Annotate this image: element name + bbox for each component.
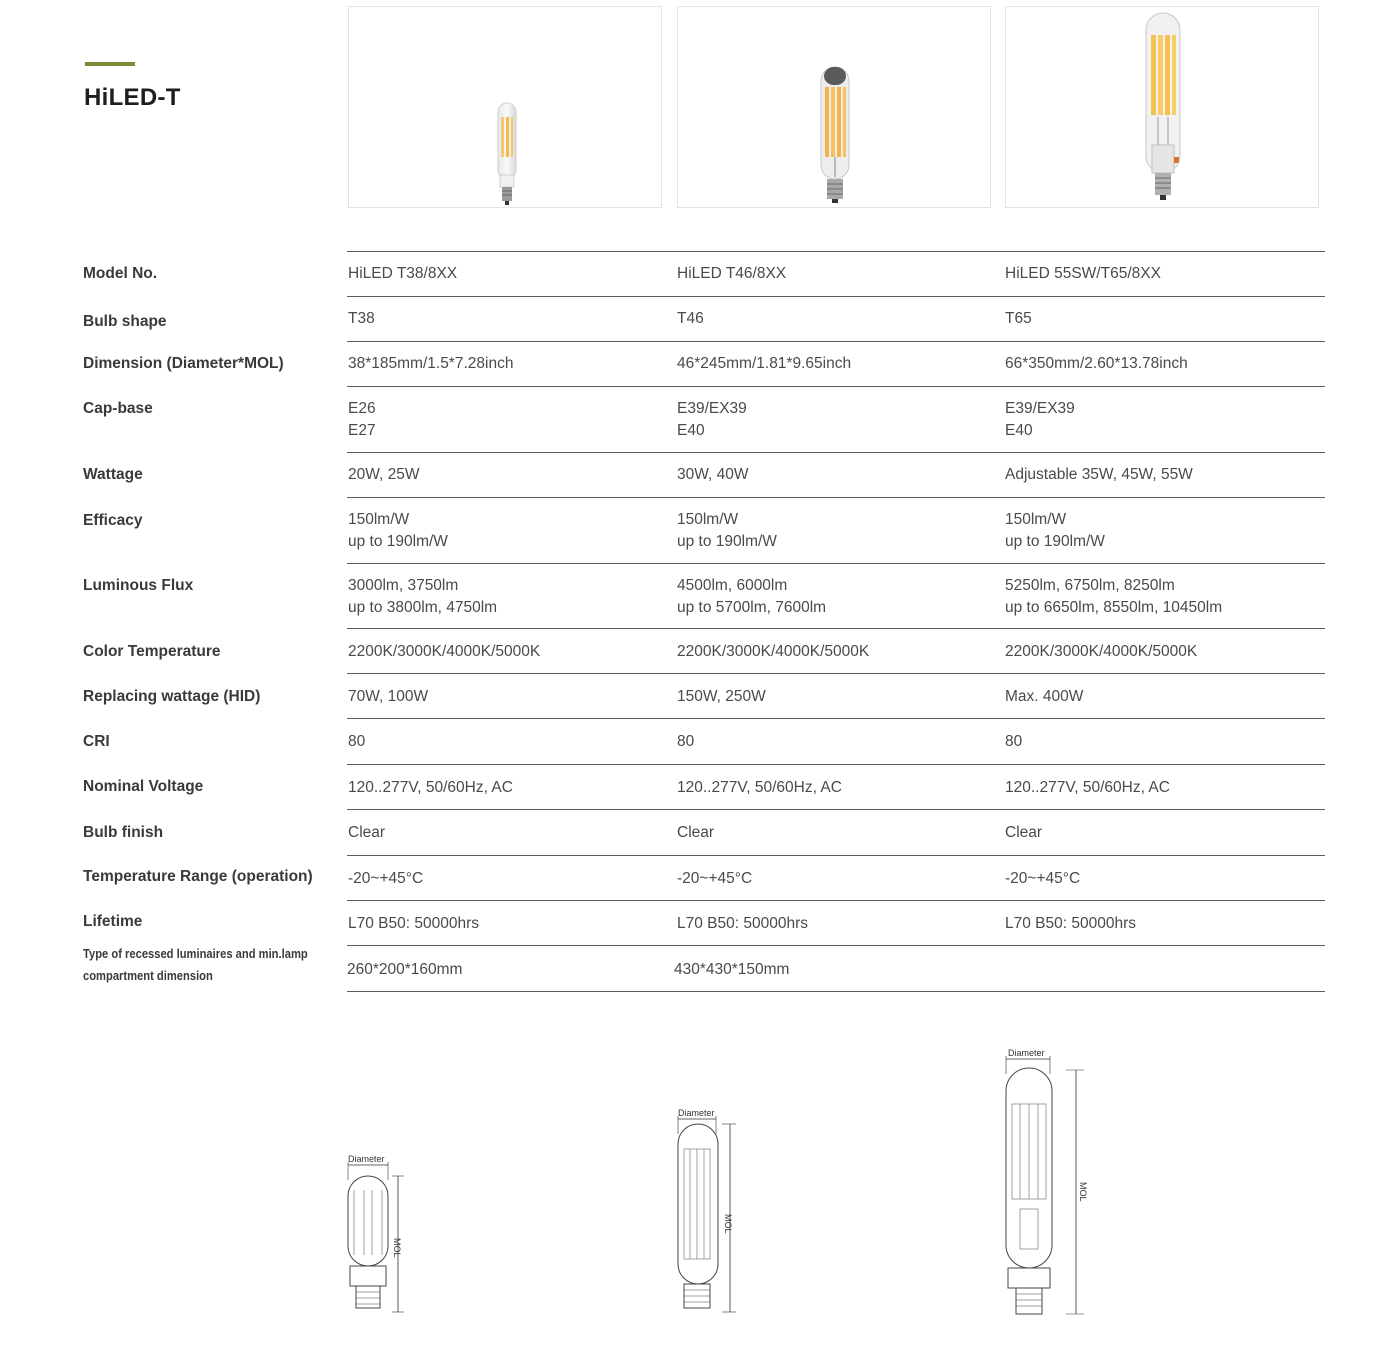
cell-shape-t38: T38 — [348, 310, 375, 327]
diameter-label: Diameter — [1008, 1048, 1045, 1058]
row-label-lifetime: Lifetime — [83, 913, 143, 930]
product-photo-t38 — [348, 6, 662, 208]
row-label-dimension: Dimension (Diameter*MOL) — [83, 355, 284, 372]
cell-replacing-t38: 70W, 100W — [348, 688, 429, 705]
t38-bulb-photo-icon — [349, 7, 663, 209]
row-label-bulb-finish: Bulb finish — [83, 824, 164, 841]
cell-efficacy-t38: 150lm/W up to 190lm/W — [348, 511, 448, 550]
table-divider — [347, 497, 1325, 498]
table-divider — [347, 718, 1325, 719]
cell-replacing-t46: 150W, 250W — [677, 688, 766, 705]
diameter-label: Diameter — [348, 1154, 385, 1164]
table-divider — [347, 563, 1325, 564]
cell-temp-range-t38: -20~+45°C — [348, 870, 424, 887]
row-label-recessed-luminaires: Type of recessed luminaires and min.lamp compartment dimension — [83, 946, 308, 983]
row-label-color-temperature: Color Temperature — [83, 643, 221, 660]
cell-replacing-t65: Max. 400W — [1005, 688, 1084, 705]
dimension-drawing-t65 — [998, 1044, 1098, 1324]
cell-temp-range-t65: -20~+45°C — [1005, 870, 1081, 887]
table-divider — [347, 628, 1325, 629]
cell-efficacy-t46: 150lm/W up to 190lm/W — [677, 511, 777, 550]
row-label-nominal-voltage: Nominal Voltage — [83, 778, 204, 795]
t65-bulb-photo-icon — [1006, 7, 1320, 209]
row-label-wattage: Wattage — [83, 466, 143, 483]
table-divider — [347, 991, 1325, 992]
t65-dimension-drawing-icon — [998, 1044, 1098, 1324]
row-label-cap-base: Cap-base — [83, 400, 153, 417]
table-divider — [347, 900, 1325, 901]
t38-dimension-drawing-icon — [340, 1150, 420, 1320]
cell-cri-t46: 80 — [677, 733, 695, 750]
cell-shape-t46: T46 — [677, 310, 704, 327]
cell-capbase-t65: E39/EX39 E40 — [1005, 400, 1075, 439]
product-photo-t46 — [677, 6, 991, 208]
table-divider — [347, 341, 1325, 342]
cell-finish-t65: Clear — [1005, 824, 1043, 841]
mol-label: MOL — [1078, 1182, 1088, 1202]
table-divider — [347, 296, 1325, 297]
cell-cct-t46: 2200K/3000K/4000K/5000K — [677, 643, 870, 660]
cell-capbase-t38: E26 E27 — [348, 400, 376, 439]
mol-label: MOL — [392, 1238, 402, 1258]
cell-model-t65: HiLED 55SW/T65/8XX — [1005, 265, 1161, 282]
cell-finish-t46: Clear — [677, 824, 715, 841]
accent-bar — [85, 62, 135, 66]
table-divider — [347, 855, 1325, 856]
cell-recessed-t38: 260*200*160mm — [347, 961, 463, 978]
cell-model-t38: HiLED T38/8XX — [348, 265, 458, 282]
row-label-luminous-flux: Luminous Flux — [83, 577, 194, 594]
mol-label: MOL — [723, 1214, 733, 1234]
cell-voltage-t38: 120..277V, 50/60Hz, AC — [348, 779, 513, 796]
cell-wattage-t65: Adjustable 35W, 45W, 55W — [1005, 466, 1193, 483]
diameter-label: Diameter — [678, 1108, 715, 1118]
row-label-replacing-wattage: Replacing wattage (HID) — [83, 688, 261, 705]
row-label-cri: CRI — [83, 733, 110, 750]
row-label-efficacy: Efficacy — [83, 512, 143, 529]
cell-recessed-t46: 430*430*150mm — [674, 961, 790, 978]
table-divider — [347, 452, 1325, 453]
row-label-model-no: Model No. — [83, 265, 158, 282]
cell-dimension-t65: 66*350mm/2.60*13.78inch — [1005, 355, 1188, 372]
cell-wattage-t38: 20W, 25W — [348, 466, 420, 483]
cell-capbase-t46: E39/EX39 E40 — [677, 400, 747, 439]
row-label-temperature-range: Temperature Range (operation) — [83, 868, 313, 885]
cell-cri-t65: 80 — [1005, 733, 1023, 750]
cell-flux-t46: 4500lm, 6000lm up to 5700lm, 7600lm — [677, 577, 827, 616]
cell-dimension-t38: 38*185mm/1.5*7.28inch — [348, 355, 514, 372]
product-photo-t65 — [1005, 6, 1319, 208]
t46-dimension-drawing-icon — [670, 1104, 750, 1319]
cell-wattage-t46: 30W, 40W — [677, 466, 749, 483]
cell-finish-t38: Clear — [348, 824, 386, 841]
cell-shape-t65: T65 — [1005, 310, 1032, 327]
table-divider — [347, 945, 1325, 946]
cell-dimension-t46: 46*245mm/1.81*9.65inch — [677, 355, 852, 372]
cell-flux-t65: 5250lm, 6750lm, 8250lm up to 6650lm, 8550lm, 10450lm — [1005, 577, 1223, 616]
table-divider — [347, 386, 1325, 387]
cell-voltage-t65: 120..277V, 50/60Hz, AC — [1005, 779, 1170, 796]
row-label-bulb-shape: Bulb shape — [83, 313, 167, 330]
cell-model-t46: HiLED T46/8XX — [677, 265, 787, 282]
cell-cct-t38: 2200K/3000K/4000K/5000K — [348, 643, 541, 660]
cell-cri-t38: 80 — [348, 733, 366, 750]
dimension-drawing-t46 — [670, 1104, 750, 1319]
cell-cct-t65: 2200K/3000K/4000K/5000K — [1005, 643, 1198, 660]
page-title: HiLED-T — [84, 84, 181, 111]
cell-flux-t38: 3000lm, 3750lm up to 3800lm, 4750lm — [348, 577, 498, 616]
table-divider — [347, 673, 1325, 674]
cell-lifetime-t38: L70 B50: 50000hrs — [348, 915, 479, 932]
t46-bulb-photo-icon — [678, 7, 992, 209]
table-divider — [347, 809, 1325, 810]
table-divider — [347, 251, 1325, 252]
cell-lifetime-t46: L70 B50: 50000hrs — [677, 915, 808, 932]
cell-voltage-t46: 120..277V, 50/60Hz, AC — [677, 779, 842, 796]
dimension-drawing-t38 — [340, 1150, 420, 1320]
cell-efficacy-t65: 150lm/W up to 190lm/W — [1005, 511, 1105, 550]
table-divider — [347, 764, 1325, 765]
cell-temp-range-t46: -20~+45°C — [677, 870, 753, 887]
cell-lifetime-t65: L70 B50: 50000hrs — [1005, 915, 1136, 932]
